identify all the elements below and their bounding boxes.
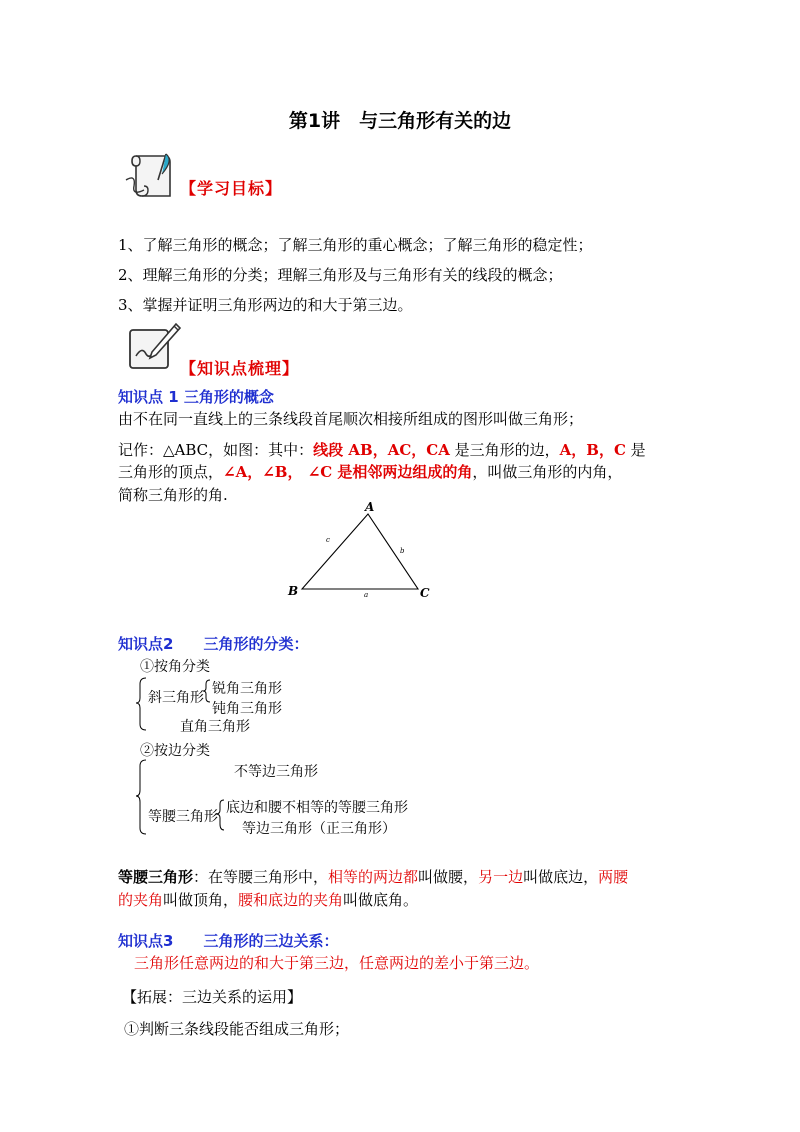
goals-banner: 【学习目标】: [180, 179, 283, 198]
text-span: 叫做腰，: [418, 868, 479, 886]
text-span: 叫做顶角，: [163, 891, 239, 909]
goal-item: 3、掌握并证明三角形两边的和大于第三边。: [118, 296, 413, 314]
text-span: 叫做底角。: [343, 891, 419, 909]
side-label: b: [400, 547, 405, 555]
highlight-angles: ∠A，∠B， ∠C 是相邻两边组成的角: [223, 463, 473, 481]
equilateral-triangle: 等边三角形（正三角形）: [242, 821, 396, 837]
triangle-figure: [280, 496, 440, 606]
text-span: 是: [625, 441, 646, 459]
kp1-heading: 知识点 1 三角形的概念: [118, 388, 274, 406]
side-brace: [136, 758, 236, 838]
extension-heading: 【拓展：三边关系的运用】: [122, 988, 303, 1006]
kp1-definition: 由不在同一直线上的三条线段首尾顺次相接所组成的图形叫做三角形；: [118, 410, 584, 428]
isosceles-non-equilateral: 底边和腰不相等的等腰三角形: [226, 800, 408, 816]
extension-item: ①判断三条线段能否组成三角形；: [124, 1020, 350, 1038]
highlight-span: 另一边: [478, 868, 524, 886]
text-span: 叫做底边，: [523, 868, 599, 886]
classify-by-side: ②按边分类: [140, 743, 210, 759]
side-label: a: [364, 591, 369, 599]
highlight-sides: 线段 AB，AC，CA: [313, 441, 450, 459]
kp1-notation-line: [118, 439, 646, 460]
text-span: ：在等腰三角形中，: [193, 868, 329, 886]
kp3-heading: 知识点3 三角形的三边关系：: [118, 932, 339, 950]
vertex-label: B: [288, 584, 299, 598]
highlight-span: 两腰: [598, 868, 629, 886]
goal-item: 1、了解三角形的概念；了解三角形的重心概念；了解三角形的稳定性；: [118, 236, 593, 254]
notepad-pencil-icon: [124, 320, 184, 372]
highlight-span: 的夹角: [118, 891, 164, 909]
goal-item: 2、理解三角形的分类；理解三角形及与三角形有关的线段的概念；: [118, 266, 563, 284]
obtuse-triangle: 钝角三角形: [212, 701, 282, 717]
acute-triangle: 锐角三角形: [212, 681, 282, 697]
isosceles-definition-line1: [118, 866, 628, 887]
highlight-span: 相等的两边都: [328, 868, 419, 886]
vertex-label: A: [365, 500, 375, 514]
text-span: ，叫做三角形的内角，: [472, 463, 623, 481]
scalene-triangle: 不等边三角形: [234, 764, 318, 780]
kp1-short-name: 简称三角形的角.: [118, 486, 228, 504]
oblique-triangle: 斜三角形: [148, 690, 204, 706]
text-span: 记作：△ABC，如图：其中：: [118, 441, 314, 459]
isosceles-triangle: 等腰三角形: [148, 809, 218, 825]
highlight-vertices: A，B，C: [559, 441, 626, 459]
highlight-span: 腰和底边的夹角: [238, 891, 344, 909]
knowledge-banner: 【知识点梳理】: [180, 359, 300, 378]
page-title: 第1讲 与三角形有关的边: [288, 110, 512, 132]
kp2-heading: 知识点2 三角形的分类：: [118, 635, 309, 653]
scroll-quill-icon: [122, 150, 184, 202]
vertex-label: C: [420, 586, 430, 600]
triangle-inequality-rule: 三角形任意两边的和大于第三边，任意两边的差小于第三边。: [134, 954, 540, 972]
right-triangle: 直角三角形: [180, 719, 250, 735]
side-label: c: [326, 536, 330, 544]
term-span: 等腰三角形: [118, 868, 194, 886]
kp1-angle-line: [118, 461, 622, 482]
text-span: 是三角形的边，: [449, 441, 560, 459]
classify-by-angle: ①按角分类: [140, 659, 210, 675]
text-span: 三角形的顶点，: [118, 463, 224, 481]
isosceles-definition-line2: [118, 889, 418, 910]
